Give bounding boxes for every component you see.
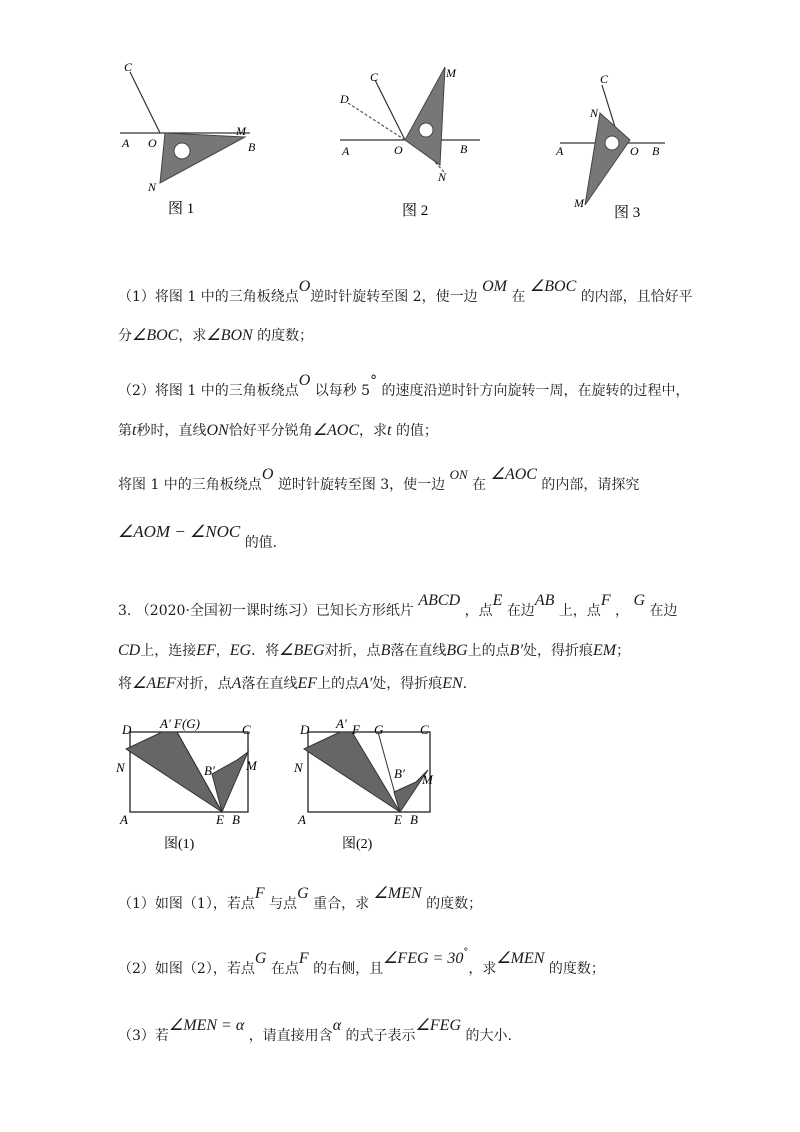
q2-part3-line2: ∠AOM − ∠NOC 的值.	[118, 522, 278, 551]
label-N: N	[148, 180, 157, 194]
label-B: B	[232, 812, 240, 827]
figure-caption: 图(2)	[342, 837, 373, 852]
label-N: N	[294, 760, 303, 775]
q2-part1-line1: （1）将图 1 中的三角板绕点O逆时针旋转至图 2，使一边 OM 在 ∠BOC 的内部，且恰好平	[118, 278, 693, 305]
label-E: E	[216, 812, 224, 827]
figure-caption: 图(1)	[164, 837, 195, 852]
figure-2	[330, 55, 500, 235]
label-B: B	[652, 144, 660, 158]
label-B-prime: B′	[394, 766, 405, 781]
figure-1	[110, 55, 270, 235]
label-C: C	[370, 70, 379, 84]
q3-sub2: （2）如图（2），若点G 在点F 的右侧，且∠FEG = 30°，求∠MEN 的度数；	[118, 947, 605, 977]
label-A: A	[120, 812, 128, 827]
label-A: A	[122, 136, 130, 150]
fold-figure-1	[112, 712, 272, 852]
q3-line3: 将∠AEF对折，点A落在直线EF上的点A′处，得折痕EN．	[118, 675, 477, 692]
label-M: M	[446, 66, 456, 80]
q2-part3-line1: 将图 1 中的三角板绕点O 逆时针旋转至图 3，使一边 ON 在 ∠AOC 的内部，请探究	[118, 466, 640, 493]
label-B: B	[248, 140, 256, 154]
q3-line2: CD上，连接EF，EG．将∠BEG对折，点B落在直线BG上的点B′处，得折痕EM；	[118, 642, 631, 659]
label-FG: F(G)	[174, 716, 200, 731]
label-B-prime: B′	[204, 763, 215, 778]
q2-part2-line1: （2）将图 1 中的三角板绕点O 以每秒 5° 的速度沿逆时针方向旋转一周，在旋转的过程中，	[118, 372, 690, 399]
label-O: O	[394, 143, 403, 157]
label-D: D	[300, 722, 310, 737]
q2-part2-line2: 第t秒时，直线ON恰好平分锐角∠AOC，求t 的值；	[118, 422, 438, 439]
figure-caption: 图 2	[402, 203, 429, 219]
label-N: N	[116, 760, 125, 775]
q3-sub1: （1）如图（1），若点F 与点G 重合，求 ∠MEN 的度数；	[118, 885, 483, 912]
label-E: E	[394, 812, 402, 827]
label-M: M	[574, 196, 584, 210]
label-G: G	[374, 722, 384, 737]
label-C: C	[124, 60, 133, 74]
label-D: D	[340, 92, 349, 106]
label-N: N	[590, 106, 599, 120]
label-A-prime: A′	[160, 716, 171, 731]
label-C: C	[420, 722, 429, 737]
label-A-prime: A′	[336, 716, 347, 731]
label-C: C	[600, 72, 609, 86]
figure-3	[550, 55, 680, 235]
label-B: B	[460, 142, 468, 156]
label-F: F	[352, 722, 360, 737]
label-N: N	[438, 170, 447, 184]
figure-caption: 图 1	[168, 201, 195, 217]
label-B: B	[410, 812, 418, 827]
label-A: A	[556, 144, 564, 158]
label-M: M	[246, 758, 257, 773]
label-A: A	[342, 144, 350, 158]
label-C: C	[242, 722, 251, 737]
label-A: A	[298, 812, 306, 827]
q3-line1: 3. （2020·全国初一课时练习）已知长方形纸片 ABCD ，点E 在边AB 上，点F ， G 在边	[118, 592, 678, 619]
figure-caption: 图 3	[614, 205, 641, 221]
label-M: M	[422, 772, 433, 787]
q3-sub3: （3）若∠MEN = α ，请直接用含α 的式子表示∠FEG 的大小.	[118, 1017, 512, 1044]
label-D: D	[122, 722, 132, 737]
label-O: O	[630, 144, 639, 158]
label-O: O	[148, 136, 157, 150]
label-M: M	[236, 124, 246, 138]
q2-part1-line2: 分∠BOC，求∠BON 的度数；	[118, 327, 314, 344]
fold-figure-2	[290, 712, 450, 852]
